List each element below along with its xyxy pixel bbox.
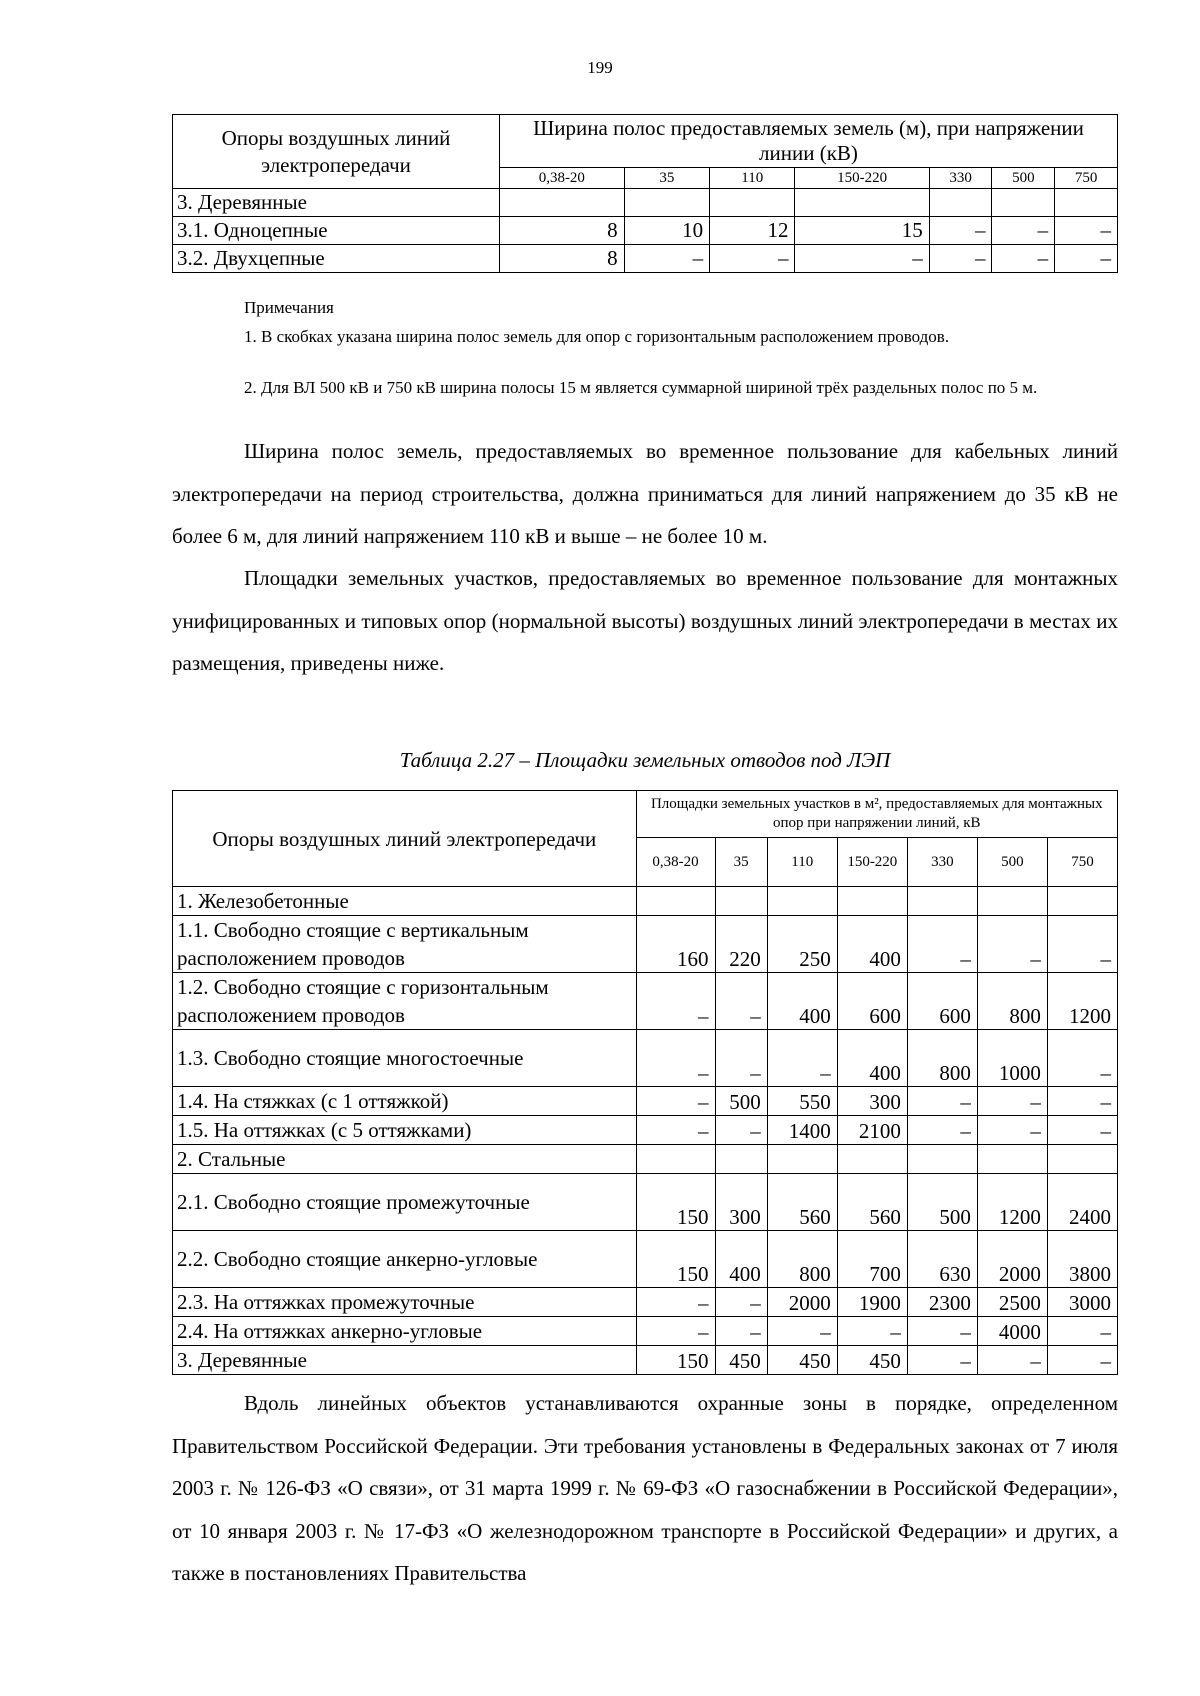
table-cell [837, 887, 907, 916]
table-cell: – [907, 1317, 977, 1346]
table-cell [710, 189, 795, 217]
table-cell: – [636, 1317, 715, 1346]
table2-voltage-header: 330 [907, 838, 977, 887]
table-cell: 400 [715, 1231, 767, 1288]
table-cell [977, 1145, 1047, 1174]
table-cell: – [715, 1317, 767, 1346]
table1-voltage-header: 330 [929, 168, 992, 189]
table-cell: – [1047, 1346, 1117, 1375]
table-cell [1047, 887, 1117, 916]
paragraph: Вдоль линейных объектов устанавливаются охранные зоны в порядке, определенном Правительством Российской Федерации. Эти требования установлены в Федеральных законах от 7 июля 2003 г. № 126-ФЗ «О связи», от 31 марта 1999 г. № 69-ФЗ «О газоснабжении в Российской Федерации», от 10 января 2003 г. № 17-ФЗ «О железнодорожном транспорте в Российской Федерации» и других, а также в постановлениях Правительства [172, 1391, 1118, 1585]
table-cell: 2100 [837, 1116, 907, 1145]
table-cell: 400 [837, 1030, 907, 1087]
table-cell: 2000 [767, 1288, 837, 1317]
table-cell: – [636, 1288, 715, 1317]
table-cell [907, 1145, 977, 1174]
table1-voltage-header: 150-220 [795, 168, 929, 189]
table-row [173, 1288, 1118, 1317]
table1-header-group: Ширина полос предоставляемых земель (м), при напряжении линии (кВ) [500, 115, 1118, 168]
table-cell: 600 [837, 973, 907, 1030]
row-label: 3.1. Одноцепные [173, 217, 500, 245]
table-cell: – [715, 1116, 767, 1145]
table1-voltage-header: 750 [1055, 168, 1118, 189]
table-cell [715, 1145, 767, 1174]
table-cell: 2500 [977, 1288, 1047, 1317]
row-label: 2.1. Свободно стоящие промежуточные [173, 1174, 637, 1231]
row-label: 2.4. На оттяжках анкерно-угловые [173, 1317, 637, 1346]
table1-voltage-header: 110 [710, 168, 795, 189]
table-cell: – [907, 1116, 977, 1145]
table-cell: 4000 [977, 1317, 1047, 1346]
row-label: 3.2. Двухцепные [173, 245, 500, 273]
table-cell: – [907, 1346, 977, 1375]
table-cell: – [767, 1030, 837, 1087]
table-cell: – [837, 1317, 907, 1346]
row-label: 2.2. Свободно стоящие анкерно-угловые [173, 1231, 637, 1288]
table-row [173, 189, 1118, 217]
table-caption: Таблица 2.27 – Площадки земельных отводов под ЛЭП [399, 748, 891, 772]
table-row [173, 1346, 1118, 1375]
table-cell: 550 [767, 1087, 837, 1116]
table-cell [500, 189, 625, 217]
table-row [173, 1087, 1118, 1116]
table1-voltage-header: 500 [992, 168, 1055, 189]
table-cell: 10 [624, 217, 709, 245]
table2-voltage-header: 35 [715, 838, 767, 887]
table-cell: – [636, 1116, 715, 1145]
table-cell: 400 [837, 916, 907, 973]
table-cell [1047, 1145, 1117, 1174]
table-row [173, 1231, 1118, 1288]
table-row [173, 1174, 1118, 1231]
table-cell: 600 [907, 973, 977, 1030]
table-cell: 1900 [837, 1288, 907, 1317]
table-cell: – [715, 1288, 767, 1317]
table-cell: – [907, 1087, 977, 1116]
row-label: 3. Деревянные [173, 1346, 637, 1375]
table-cell: – [977, 916, 1047, 973]
table-cell: 450 [837, 1346, 907, 1375]
note-2: 2. Для ВЛ 500 кВ и 750 кВ ширина полосы 15 м является суммарной шириной трёх раздельных полос по 5 м. [244, 378, 1038, 397]
table-cell: – [715, 973, 767, 1030]
table-cell: – [767, 1317, 837, 1346]
table-cell: 400 [767, 973, 837, 1030]
table-row [173, 1030, 1118, 1087]
table-cell [992, 189, 1055, 217]
table-cell: – [1047, 1116, 1117, 1145]
row-label: 1.2. Свободно стоящие с горизонтальным расположением проводов [173, 973, 637, 1030]
table-cell [795, 189, 929, 217]
table-row [173, 1317, 1118, 1346]
table2-voltage-header: 500 [977, 838, 1047, 887]
table-cell: 630 [907, 1231, 977, 1288]
table-cell: 250 [767, 916, 837, 973]
table-cell: 12 [710, 217, 795, 245]
table2-voltage-header: 110 [767, 838, 837, 887]
table-cell: – [1047, 1087, 1117, 1116]
table2-header-label: Опоры воздушных линий электропередачи [173, 791, 637, 887]
table-cell [636, 887, 715, 916]
note-1: 1. В скобках указана ширина полос земель для опор с горизонтальным расположением проводов. [244, 327, 950, 346]
row-label: 1.1. Свободно стоящие с вертикальным расположением проводов [173, 916, 637, 973]
row-label: 1.5. На оттяжках (с 5 оттяжками) [173, 1116, 637, 1145]
table1-voltage-header: 0,38-20 [500, 168, 625, 189]
table-cell [767, 887, 837, 916]
row-label: 1.4. На стяжках (с 1 оттяжкой) [173, 1087, 637, 1116]
row-label: 1.3. Свободно стоящие многостоечные [173, 1030, 637, 1087]
table-cell: – [636, 1030, 715, 1087]
table-strip-widths [172, 114, 1118, 273]
table-cell: 2300 [907, 1288, 977, 1317]
table-cell: 300 [715, 1174, 767, 1231]
table-cell: – [992, 245, 1055, 273]
table-row [173, 973, 1118, 1030]
table-cell: – [624, 245, 709, 273]
table2-voltage-header: 0,38-20 [636, 838, 715, 887]
table-cell: – [636, 1087, 715, 1116]
table-cell: 150 [636, 1231, 715, 1288]
table-cell: 8 [500, 217, 625, 245]
table-cell [1055, 189, 1118, 217]
table-cell: 450 [767, 1346, 837, 1375]
paragraph: Ширина полос земель, предоставляемых во временное пользование для кабельных линий электропередачи на период строительства, должна приниматься для линий напряжением до 35 кВ не более 6 м, для линий напряжением 110 кВ и выше – не более 10 м. [172, 439, 1118, 548]
table-cell: – [929, 217, 992, 245]
table-cell: – [907, 916, 977, 973]
table-cell: – [1047, 916, 1117, 973]
table-cell: 560 [837, 1174, 907, 1231]
row-label: 2.3. На оттяжках промежуточные [173, 1288, 637, 1317]
table-cell [929, 189, 992, 217]
table-cell [977, 887, 1047, 916]
table-cell: – [977, 1087, 1047, 1116]
table-cell: – [929, 245, 992, 273]
table-cell: 800 [767, 1231, 837, 1288]
table-cell: 15 [795, 217, 929, 245]
table1-header-label: Опоры воздушных линий электропередачи [173, 115, 500, 189]
table-cell: – [977, 1116, 1047, 1145]
table-cell: 300 [837, 1087, 907, 1116]
table-cell: – [636, 973, 715, 1030]
table2-header-group: Площадки земельных участков в м², предоставляемых для монтажных опор при напряжении линий, кВ [636, 791, 1117, 838]
row-label: 2. Стальные [173, 1145, 637, 1174]
table-cell: 450 [715, 1346, 767, 1375]
table-cell: – [715, 1030, 767, 1087]
table2-voltage-header: 150-220 [837, 838, 907, 887]
table-cell: 1200 [977, 1174, 1047, 1231]
table-cell: 220 [715, 916, 767, 973]
table-cell: – [1055, 217, 1118, 245]
table-cell: – [977, 1346, 1047, 1375]
table-cell: 500 [907, 1174, 977, 1231]
table-cell: 3000 [1047, 1288, 1117, 1317]
table-cell: – [1055, 245, 1118, 273]
table-cell: 800 [977, 973, 1047, 1030]
table-cell: 700 [837, 1231, 907, 1288]
table-row [173, 245, 1118, 273]
table-cell [636, 1145, 715, 1174]
table-cell: – [795, 245, 929, 273]
table-cell [767, 1145, 837, 1174]
table-row [173, 916, 1118, 973]
table-cell [715, 887, 767, 916]
table-cell: 2000 [977, 1231, 1047, 1288]
table-cell: 560 [767, 1174, 837, 1231]
table-cell: – [710, 245, 795, 273]
paragraph: Площадки земельных участков, предоставляемых во временное пользование для монтажных унифицированных и типовых опор (нормальной высоты) воздушных линий электропередачи в местах их размещения, приведены ниже. [172, 566, 1118, 675]
table-cell: 160 [636, 916, 715, 973]
table-cell: 2400 [1047, 1174, 1117, 1231]
table-cell: 800 [907, 1030, 977, 1087]
row-label: 3. Деревянные [173, 189, 500, 217]
table2-voltage-header: 750 [1047, 838, 1117, 887]
table-cell: 8 [500, 245, 625, 273]
table-cell [837, 1145, 907, 1174]
table-cell: 3800 [1047, 1231, 1117, 1288]
table-cell [624, 189, 709, 217]
table-land-plots [172, 790, 1118, 1375]
table-cell: 150 [636, 1174, 715, 1231]
table-cell: – [1047, 1030, 1117, 1087]
notes-title: Примечания [244, 298, 334, 317]
table-row [173, 1145, 1118, 1174]
table-cell: 1200 [1047, 973, 1117, 1030]
table-row [173, 217, 1118, 245]
table-cell: 150 [636, 1346, 715, 1375]
table-cell: 1400 [767, 1116, 837, 1145]
page-number: 199 [587, 58, 613, 77]
table-cell: – [992, 217, 1055, 245]
table-row [173, 887, 1118, 916]
table-cell: 500 [715, 1087, 767, 1116]
table-cell: 1000 [977, 1030, 1047, 1087]
table-cell [907, 887, 977, 916]
table-cell: – [1047, 1317, 1117, 1346]
table1-voltage-header: 35 [624, 168, 709, 189]
table-row [173, 1116, 1118, 1145]
row-label: 1. Железобетонные [173, 887, 637, 916]
